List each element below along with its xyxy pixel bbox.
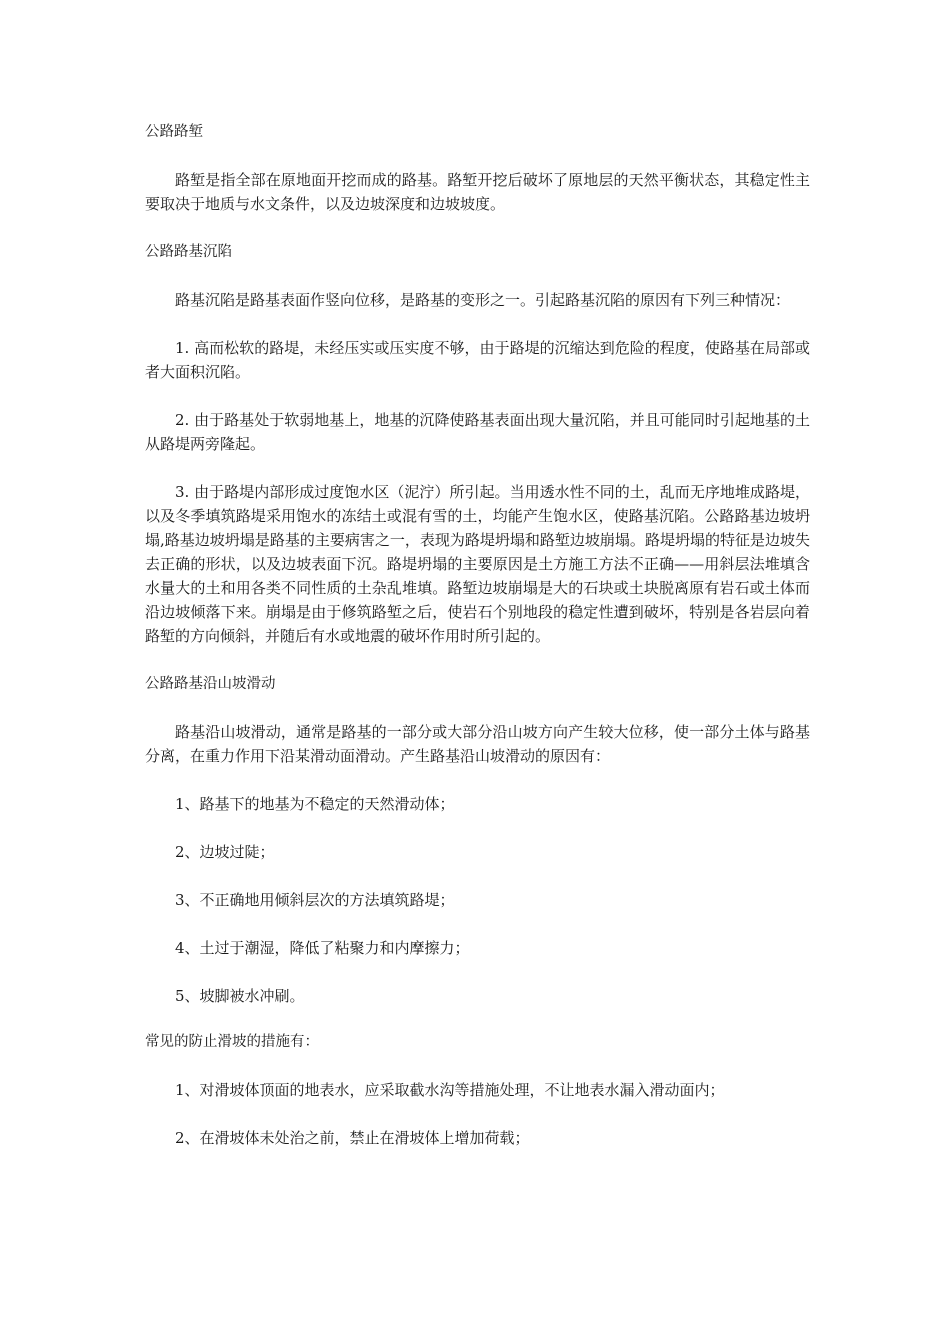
- section-heading-cutting: 公路路堑: [145, 124, 203, 140]
- list-item-sliding-cause-5: 5、坡脚被水冲刷。: [175, 987, 305, 1005]
- list-item-sliding-cause-2: 2、边坡过陡；: [175, 843, 275, 861]
- list-item-sliding-cause-4: 4、土过于潮湿，降低了粘聚力和内摩擦力；: [175, 939, 470, 957]
- document-page: [145, 120, 810, 1174]
- paragraph-subsidence-case-1: 1. 高而松软的路堤，未经压实或压实度不够，由于路堤的沉缩达到危险的程度，使路基在局部或者大面积沉陷。: [145, 339, 810, 381]
- paragraph-sliding-intro: 路基沿山坡滑动，通常是路基的一部分或大部分沿山坡方向产生较大位移，使一部分土体与路基分离，在重力作用下沿某滑动面滑动。产生路基沿山坡滑动的原因有：: [145, 723, 810, 765]
- section-heading-subsidence: 公路路基沉陷: [145, 244, 232, 260]
- list-item-measure-2: 2、在滑坡体未处治之前，禁止在滑坡体上增加荷载；: [175, 1129, 530, 1147]
- list-item-sliding-cause-1: 1、路基下的地基为不稳定的天然滑动体；: [175, 795, 455, 813]
- paragraph-subsidence-intro: 路基沉陷是路基表面作竖向位移，是路基的变形之一。引起路基沉陷的原因有下列三种情况：: [175, 291, 791, 309]
- measures-title: 常见的防止滑坡的措施有：: [145, 1034, 319, 1050]
- list-item-measure-1: 1、对滑坡体顶面的地表水，应采取截水沟等措施处理，不让地表水漏入滑动面内；: [175, 1081, 725, 1099]
- paragraph-cutting-body: 路堑是指全部在原地面开挖而成的路基。路堑开挖后破坏了原地层的天然平衡状态，其稳定性主要取决于地质与水文条件，以及边坡深度和边坡坡度。: [145, 171, 810, 213]
- paragraph-subsidence-case-2: 2. 由于路基处于软弱地基上，地基的沉降使路基表面出现大量沉陷，并且可能同时引起地基的土从路堤两旁隆起。: [145, 411, 810, 453]
- section-heading-sliding: 公路路基沿山坡滑动: [145, 676, 276, 692]
- paragraph-subsidence-case-3: 3. 由于路堤内部形成过度饱水区（泥泞）所引起。当用透水性不同的土，乱而无序地堆成路堤，以及冬季填筑路堤采用饱水的冻结土或混有雪的土，均能产生饱水区，使路基沉陷。公路路基边坡坍塌,路基边坡坍塌是路基的主要病害之一，表现为路堤坍塌和路堑边坡崩塌。路堤坍塌的特征是边坡失去正确的形状，以及边坡表面下沉。路堤坍塌的主要原因是土方施工方法不正确——用斜层法堆填含水量大的土和用各类不同性质的土杂乱堆填。路堑边坡崩塌是大的石块或土块脱离原有岩石或土体而沿边坡倾落下来。崩塌是由于修筑路堑之后，使岩石个别地段的稳定性遭到破坏，特别是各岩层向着路堑的方向倾斜，并随后有水或地震的破坏作用时所引起的。: [145, 483, 810, 645]
- list-item-sliding-cause-3: 3、不正确地用倾斜层次的方法填筑路堤；: [175, 891, 455, 909]
